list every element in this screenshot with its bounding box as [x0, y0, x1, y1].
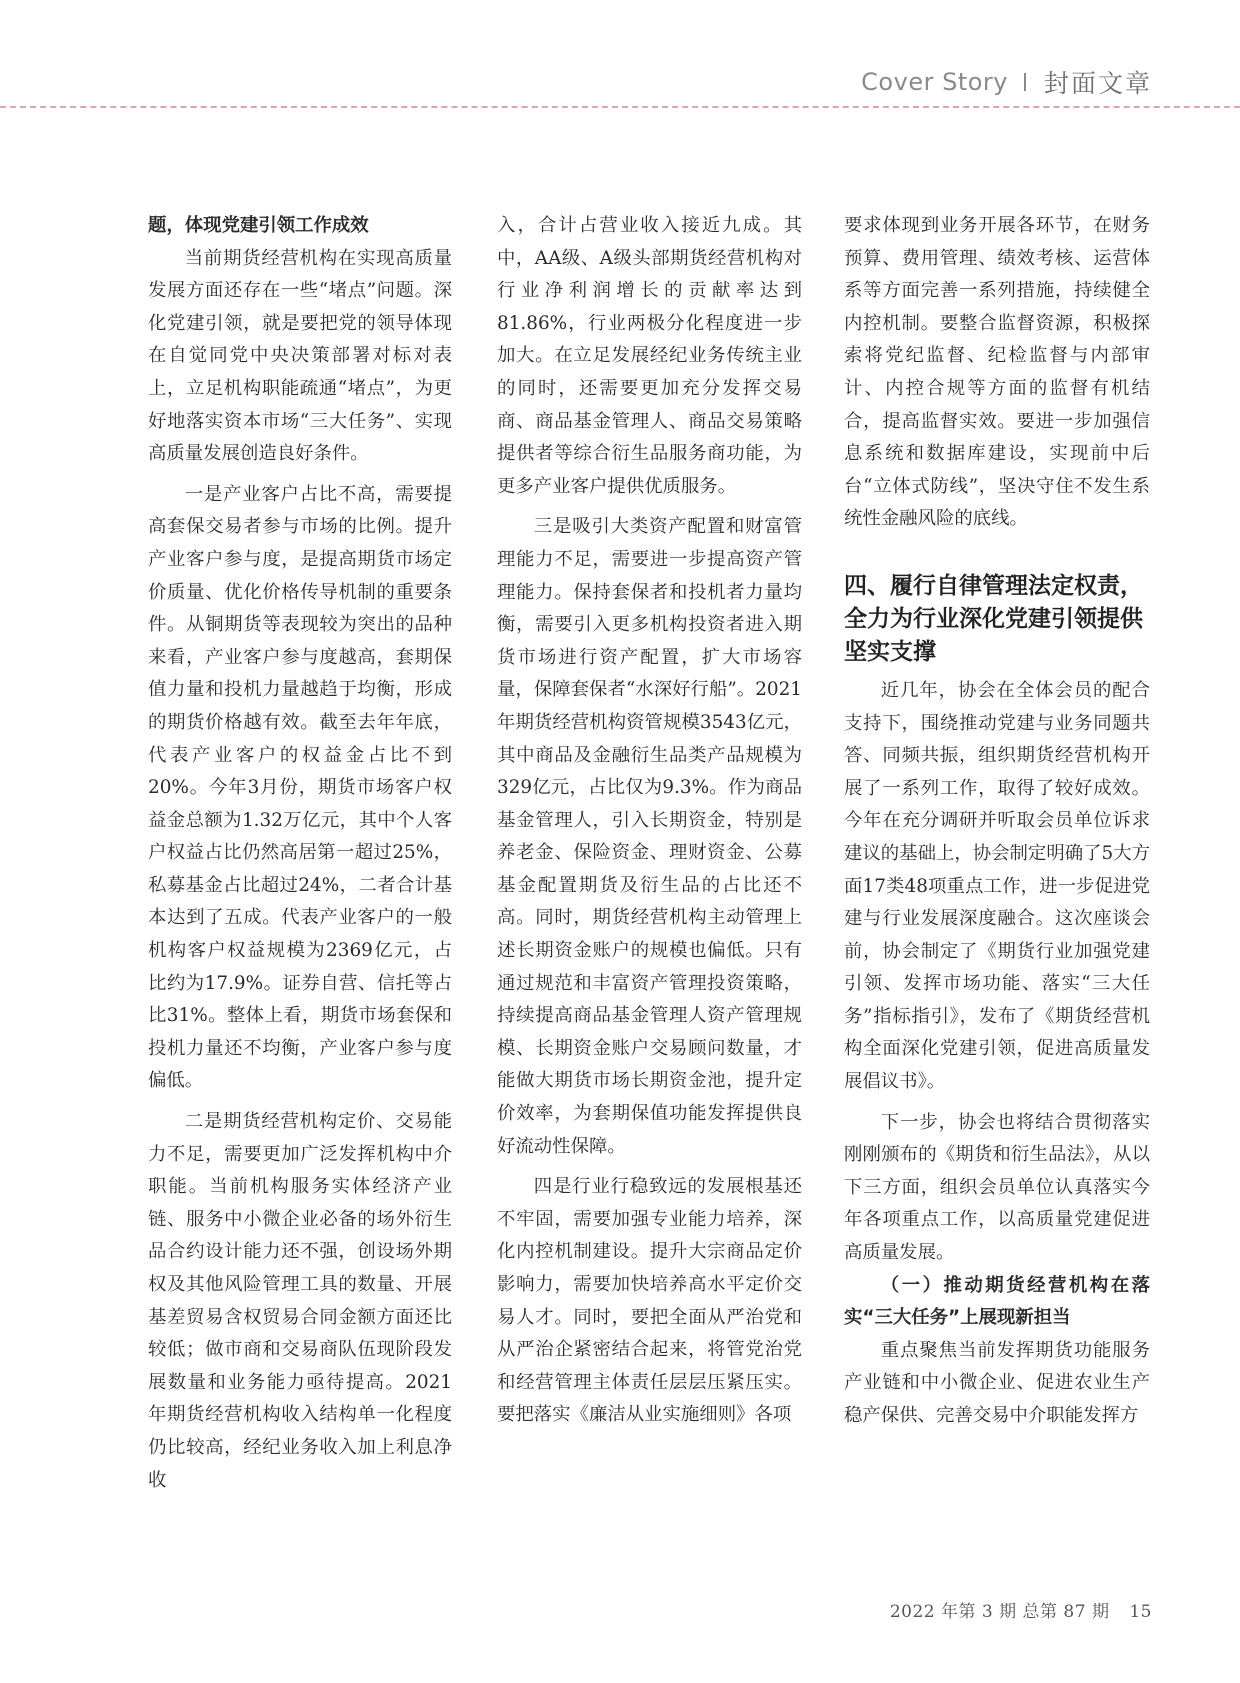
column-3	[844, 210, 1150, 1433]
running-header	[861, 62, 1152, 102]
paragraph: 入，合计占营业收入接近九成。其中，AA级、A级头部期货经营机构对行业净利润增长的贡献率达到81.86%，行业两极分化程度进一步加大。在立足发展经纪业务传统主业的同时，还需要更加充分发挥交易商、商品基金管理人、商品交易策略提供者等综合衍生品服务商功能，为更多产业客户提供优质服务。	[497, 215, 802, 497]
paragraph: 要求体现到业务开展各环节，在财务预算、费用管理、绩效考核、运营体系等方面完善一系列措施，持续健全内控机制。要整合监督资源，积极探索将党纪监督、纪检监督与内部审计、内控合规等方面的监督有机结合，提高监督实效。要进一步加强信息系统和数据库建设，实现前中后台“立体式防线”，坚决守住不发生系统性金融风险的底线。	[844, 215, 1150, 530]
section-label-cn: 封面文章	[1043, 69, 1152, 98]
header-divider	[1024, 73, 1026, 91]
issue-info: 2022 年第 3 期 总第 87 期	[889, 1602, 1110, 1622]
paragraph: 二是期货经营机构定价、交易能力不足，需要更加广泛发挥机构中介职能。当前机构服务实体经济产业链、服务中小微企业必备的场外衍生品合约设计能力还不强，创设场外期权及其他风险管理工具的数量、开展基差贸易含权贸易合同金额方面还比较低；做市商和交易商队伍现阶段发展数量和业务能力亟待提高。2021年期货经营机构收入结构单一化程度仍比较高，经纪业务收入加上利息净收	[148, 1111, 452, 1491]
subsection-heading: （一）推动期货经营机构在落实“三大任务”上展现新担当	[844, 1274, 1150, 1329]
page-footer	[890, 1597, 1152, 1622]
column-2	[497, 210, 802, 1432]
continued-heading: 题，体现党建引领工作成效	[148, 215, 369, 236]
paragraph: 一是产业客户占比不高，需要提高套保交易者参与市场的比例。提升产业客户参与度，是提高期货市场定价质量、优化价格传导机制的重要条件。从铜期货等表现较为突出的品种来看，产业客户参与度越高，套期保值力量和投机力量越趋于均衡，形成的期货价格越有效。截至去年年底，代表产业客户的权益金占比不到20%。今年3月份，期货市场客户权益金总额为1.32万亿元，其中个人客户权益占比仍然高居第一超过25%，私募基金占比超过24%，二者合计基本达到了五成。代表产业客户的一般机构客户权益规模为2369亿元，占比约为17.9%。证券自营、信托等占比31%。整体上看，期货市场套保和投机力量还不均衡，产业客户参与度偏低。	[148, 483, 452, 1092]
paragraph: 重点聚焦当前发挥期货功能服务产业链和中小微企业、促进农业生产稳产保供、完善交易中介职能发挥方	[844, 1339, 1150, 1426]
paragraph: 三是吸引大类资产配置和财富管理能力不足，需要进一步提高资产管理能力。保持套保者和投机者力量均衡，需要引入更多机构投资者进入期货市场进行资产配置，扩大市场容量，保障套保者“水深好行船”。2021年期货经营机构资管规模3543亿元，其中商品及金融衍生品类产品规模为329亿元，占比仅为9.3%。作为商品基金管理人，引入长期资金，特别是养老金、保险资金、理财资金、公募基金配置期货及衍生品的占比还不高。同时，期货经营机构主动管理上述长期资金账户的规模也偏低。只有通过规范和丰富资产管理投资策略，持续提高商品基金管理人资产管理规模、长期资金账户交易顾问数量，才能做大期货市场长期资金池，提升定价效率，为套期保值功能发挥提供良好流动性保障。	[497, 516, 802, 1157]
paragraph: 近几年，协会在全体会员的配合支持下，围绕推动党建与业务同题共答、同频共振，组织期货经营机构开展了一系列工作，取得了较好成效。今年在充分调研并听取会员单位诉求建议的基础上，协会制定明确了5大方面17类48项重点工作，进一步促进党建与行业发展深度融合。这次座谈会前，协会制定了《期货行业加强党建引领、发挥市场功能、落实“三大任务”指标指引》，发布了《期货经营机构全面深化党建引领，促进高质量发展倡议书》。	[844, 679, 1150, 1093]
section-heading: 四、履行自律管理法定权责，全力为行业深化党建引领提供坚实支撑	[844, 572, 1143, 665]
section-label-en: Cover Story	[861, 68, 1008, 96]
column-1	[148, 210, 452, 1497]
page-number: 15	[1129, 1602, 1152, 1622]
paragraph: 当前期货经营机构在实现高质量发展方面还存在一些“堵点”问题。深化党建引领，就是要把党的领导体现在自觉同党中央决策部署对标对表上，立足机构职能疏通“堵点”，为更好地落实资本市场“三大任务”、实现高质量发展创造良好条件。	[148, 247, 452, 465]
header-dashed-rule	[0, 106, 1240, 108]
paragraph: 四是行业行稳致远的发展根基还不牢固，需要加强专业能力培养，深化内控机制建设。提升大宗商品定价影响力，需要加快培养高水平定价交易人才。同时，要把全面从严治党和从严治企紧密结合起来，将管党治党和经营管理主体责任层层压紧压实。要把落实《廉洁从业实施细则》各项	[497, 1176, 802, 1426]
paragraph: 下一步，协会也将结合贯彻落实刚刚颁布的《期货和衍生品法》，从以下三方面，组织会员单位认真落实今年各项重点工作，以高质量党建促进高质量发展。	[844, 1111, 1150, 1264]
